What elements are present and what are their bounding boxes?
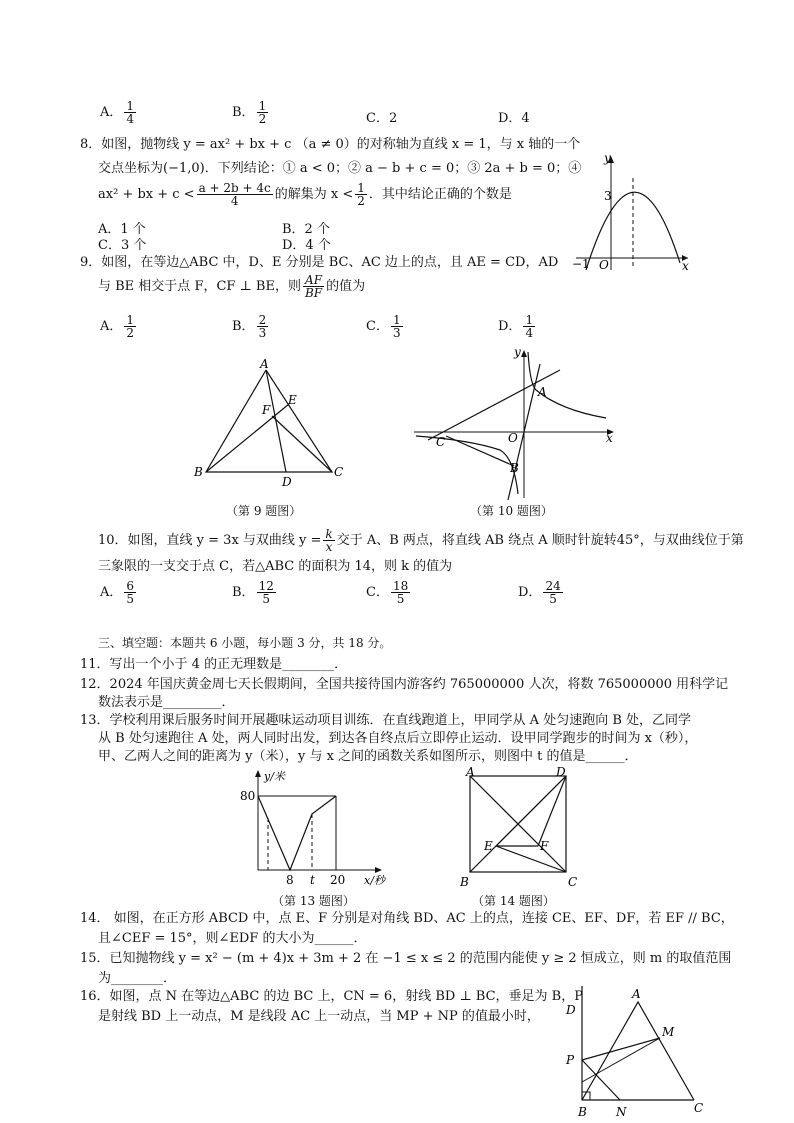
q16-fig-N: N bbox=[616, 1105, 627, 1119]
q16-line2: 是射线 BD 上一动点，M 是线段 AC 上一动点，当 MP + NP 的值最小时， bbox=[98, 1009, 540, 1024]
q13-fig-ylabel: y/米 bbox=[264, 770, 285, 783]
q10-option-a: A． $\frac{6}{5}$ bbox=[100, 579, 135, 606]
q14-square-figure bbox=[456, 766, 576, 890]
q9-option-a: A． $\frac{1}{2}$ bbox=[100, 313, 135, 340]
q8-line2: 交点坐标为(−1,0)．下列结论：① a < 0；② a − b + c = 0；③ 2a + b = 0；④ bbox=[98, 161, 582, 176]
q8-option-b: B．2 个 bbox=[282, 222, 330, 237]
q8-option-d: D．4 个 bbox=[282, 238, 331, 253]
q9-fig-A: A bbox=[260, 357, 269, 371]
q16-fig-P: P bbox=[566, 1053, 575, 1067]
q14-fig-B: B bbox=[460, 875, 469, 889]
section-3-heading: 三、填空题：本题共 6 小题，每小题 3 分，共 18 分。 bbox=[98, 636, 392, 650]
q13-fig-xlabel: x/秒 bbox=[364, 874, 385, 887]
q8-option-c: C．3 个 bbox=[98, 238, 147, 253]
q8-fig-x-label: x bbox=[682, 259, 689, 273]
q10-fig-C: C bbox=[436, 435, 446, 449]
q9-triangle-figure bbox=[192, 354, 352, 494]
q14-fig-A: A bbox=[466, 765, 475, 779]
q9-caption: （第 9 题图） bbox=[226, 504, 302, 518]
q8-fig-3-label: 3 bbox=[604, 189, 612, 203]
q14-fig-F: F bbox=[540, 839, 549, 853]
q10-fig-B: B bbox=[510, 461, 519, 475]
q8-fig-neg1-label: −1 bbox=[572, 257, 590, 271]
q11-text: 11．写出一个小于 4 的正无理数是________． bbox=[80, 657, 348, 672]
q10-line1: 10．如图，直线 y = 3x 与双曲线 y = $\frac{k}{x}$ 交于 A、B 两点，将直线 AB 绕点 A 顺时针旋转45°，与双曲线位于第 bbox=[98, 527, 744, 554]
q9-fig-F: F bbox=[262, 403, 271, 417]
q13-graph-figure bbox=[230, 766, 390, 888]
q14-line2: 且∠CEF = 15°，则∠EDF 的大小为______． bbox=[98, 931, 367, 946]
q13-fig-80: 80 bbox=[240, 789, 256, 803]
q13-fig-8: 8 bbox=[286, 873, 294, 887]
q8-line1: 8．如图，抛物线 y = ax² + bx + c （a ≠ 0）的对称轴为直线 x = 1，与 x 轴的一个 bbox=[80, 137, 581, 152]
q14-line1: 14． 如图，在正方形 ABCD 中，点 E、F 分别是对角线 BD、AC 上的点，连接 CE、EF、DF，若 EF // BC， bbox=[80, 911, 734, 926]
q16-fig-D: D bbox=[566, 1003, 576, 1017]
q7-option-a: A． $\frac{1}{4}$ bbox=[100, 99, 135, 126]
q7-option-c: C．2 bbox=[366, 111, 398, 126]
q8-fig-y-label: y bbox=[604, 151, 611, 165]
q13-line2: 从 B 处匀速跑往 A 处，两人同时出发，到达各自终点后立即停止运动．设甲同学跑步的时间为 x（秒）， bbox=[98, 731, 698, 746]
q7-option-b: B． $\frac{1}{2}$ bbox=[232, 99, 267, 126]
q10-fig-A: A bbox=[538, 385, 547, 399]
q10-line2: 三象限的一支交于点 C，若△ABC 的面积为 14，则 k 的值为 bbox=[98, 559, 453, 574]
q9-fig-D: D bbox=[282, 475, 292, 489]
q16-fig-B: B bbox=[578, 1105, 587, 1119]
q9-option-d: D． $\frac{1}{4}$ bbox=[498, 313, 534, 340]
q9-line2: 与 BE 相交于点 F，CF ⊥ BE，则 $\frac{AF}{BF}$ 的值为 bbox=[98, 273, 366, 300]
q16-triangle-figure bbox=[560, 984, 710, 1120]
q13-line1: 13．学校利用课后服务时间开展趣味运动项目训练．在直线跑道上，甲同学从 A 处匀速跑向 B 处，乙同学 bbox=[80, 713, 692, 728]
q13-caption: （第 13 题图） bbox=[272, 894, 355, 908]
q9-line1: 9．如图，在等边△ABC 中，D、E 分别是 BC、AC 边上的点，且 AE = CD，AD bbox=[80, 255, 559, 270]
q8-parabola-figure bbox=[566, 148, 696, 272]
q10-option-c: C． $\frac{18}{5}$ bbox=[366, 579, 409, 606]
q7-option-d: D．4 bbox=[498, 111, 530, 126]
q9-fig-B: B bbox=[194, 465, 203, 479]
q9-option-b: B． $\frac{2}{3}$ bbox=[232, 313, 267, 340]
q10-fig-y: y bbox=[514, 345, 521, 359]
q15-line1: 15．已知抛物线 y = x² − (m + 4)x + 3m + 2 在 −1 ≤ x ≤ 2 的范围内能使 y ≥ 2 恒成立，则 m 的取值范围 bbox=[80, 951, 732, 966]
q16-line1: 16．如图，点 N 在等边△ABC 的边 BC 上，CN = 6，射线 BD ⊥ BC，垂足为 B，P bbox=[80, 989, 583, 1004]
q8-option-a: A．1 个 bbox=[98, 222, 146, 237]
q9-fig-E: E bbox=[288, 393, 297, 407]
q8-line3: ax² + bx + c < $\frac{a + 2b + 4c}{4}$ 的解集为 x < $\frac{1}{2}$ ．其中结论正确的个数是 bbox=[98, 181, 512, 208]
q12-line1: 12．2024 年国庆黄金周七天长假期间，全国共接待国内游客约 765000000 人次，将数 765000000 用科学记 bbox=[80, 677, 729, 692]
q13-fig-20: 20 bbox=[330, 873, 346, 887]
q10-caption: （第 10 题图） bbox=[470, 504, 553, 518]
q12-line2: 数法表示是_________． bbox=[98, 695, 235, 710]
q14-caption: （第 14 题图） bbox=[472, 894, 555, 908]
q14-fig-D: D bbox=[556, 765, 566, 779]
q9-fig-C: C bbox=[334, 465, 344, 479]
q10-fig-x: x bbox=[606, 431, 613, 445]
q14-fig-C: C bbox=[568, 875, 578, 889]
q9-option-c: C． $\frac{1}{3}$ bbox=[366, 313, 401, 340]
q16-fig-A: A bbox=[632, 987, 641, 1001]
q16-fig-M: M bbox=[662, 1025, 675, 1039]
q10-option-b: B． $\frac{12}{5}$ bbox=[232, 579, 274, 606]
q14-fig-E: E bbox=[484, 839, 493, 853]
q13-line3: 甲、乙两人之间的距离为 y（米），y 与 x 之间的函数关系如图所示，则图中 t 的值是______． bbox=[98, 749, 638, 764]
q10-hyperbola-figure bbox=[410, 344, 620, 502]
q13-fig-t: t bbox=[310, 873, 315, 887]
q10-fig-O: O bbox=[508, 431, 518, 445]
q8-fig-o-label: O bbox=[599, 258, 609, 272]
q16-fig-C: C bbox=[694, 1101, 704, 1115]
q15-line2: 为________． bbox=[98, 971, 177, 986]
q10-option-d: D． $\frac{24}{5}$ bbox=[518, 579, 561, 606]
